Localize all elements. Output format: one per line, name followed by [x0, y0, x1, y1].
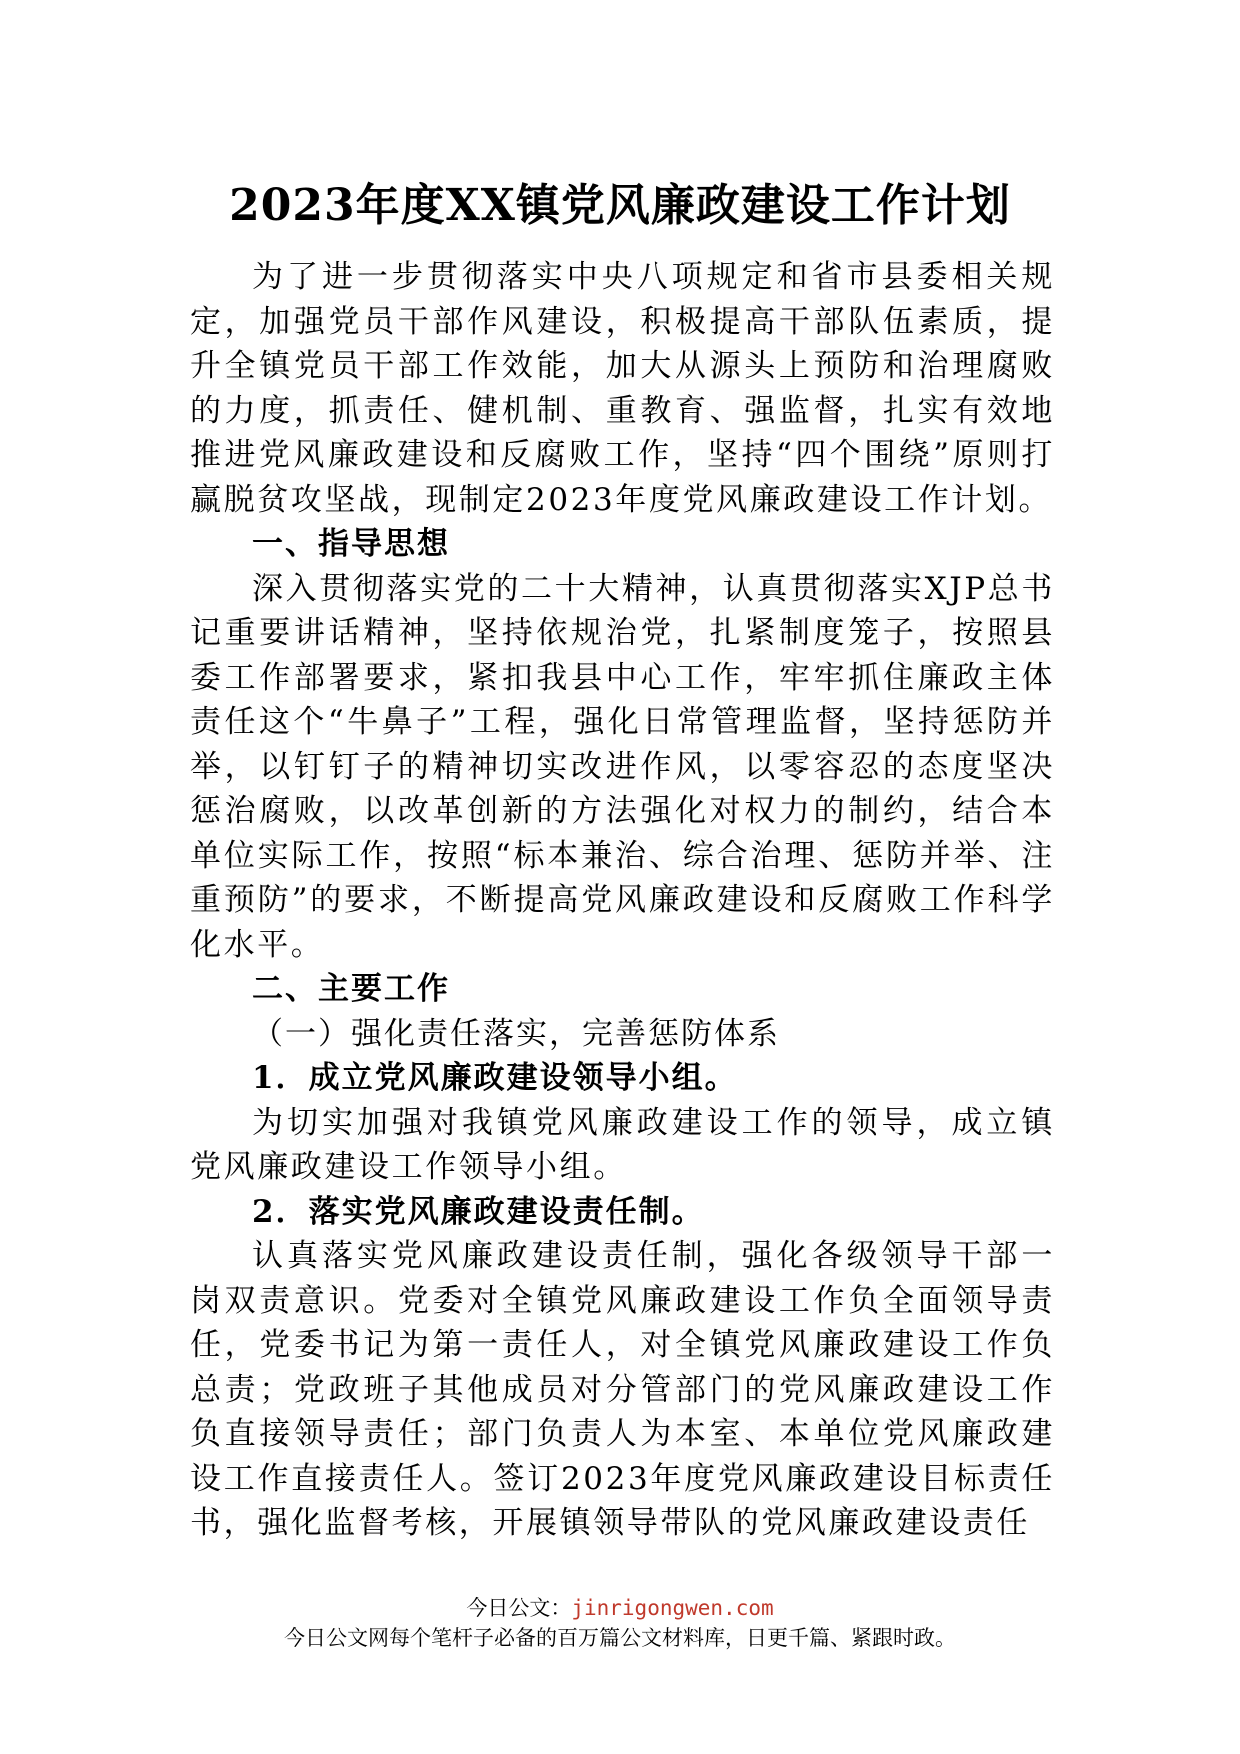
document-title: 2023年度XX镇党风廉政建设工作计划 [229, 180, 1011, 231]
document-body [190, 255, 1055, 1546]
section-heading-main-work: 二、主要工作 [252, 971, 450, 1007]
footer-source [0, 1592, 1240, 1622]
item-text-leading-group: 为切实加强对我镇党风廉政建设工作的领导，成立镇党风廉政建设工作领导小组。 [190, 1104, 1055, 1185]
section-heading-guiding-thought: 一、指导思想 [252, 526, 450, 562]
footer-slogan: 今日公文网每个笔杆子必备的百万篇公文材料库，日更千篇、紧跟时政。 [284, 1626, 956, 1650]
footer-source-label: 今日公文： [466, 1596, 572, 1620]
intro-paragraph: 为了进一步贯彻落实中央八项规定和省市县委相关规定，加强党员干部作风建设，积极提高干部队伍素质，提升全镇党员干部工作效能，加大从源头上预防和治理腐败的力度，抓责任、健机制、重教育、强监督，扎实有效地推进党风廉政建设和反腐败工作，坚持“四个围绕”原则打赢脱贫攻坚战，现制定2023年度党风廉政建设工作计划。 [190, 259, 1055, 518]
subsection-heading-responsibility: （一）强化责任落实，完善惩防体系 [252, 1015, 780, 1052]
item-text-responsibility-system: 认真落实党风廉政建设责任制，强化各级领导干部一岗双责意识。党委对全镇党风廉政建设工作负全面领导责任，党委书记为第一责任人，对全镇党风廉政建设工作负总责；党政班子其他成员对分管部门的党风廉政建设工作负直接领导责任；部门负责人为本室、本单位党风廉政建设工作直接责任人。签订2023年度党风廉政建设目标责任书，强化监督考核，开展镇领导带队的党风廉政建设责任 [190, 1238, 1055, 1541]
guiding-thought-paragraph: 深入贯彻落实党的二十大精神，认真贯彻落实XJP总书记重要讲话精神，坚持依规治党，扎紧制度笼子，按照县委工作部署要求，紧扣我县中心工作，牢牢抓住廉政主体责任这个“牛鼻子”工程，强化日常管理监督，坚持惩防并举，以钉钉子的精神切实改进作风，以零容忍的态度坚决惩治腐败，以改革创新的方法强化对权力的制约，结合本单位实际工作，按照“标本兼治、综合治理、惩防并举、注重预防”的要求，不断提高党风廉政建设和反腐败工作科学化水平。 [190, 570, 1055, 963]
item-title-leading-group: 1．成立党风廉政建设领导小组。 [252, 1060, 738, 1096]
footer-source-url[interactable]: jinrigongwen.com [571, 1596, 774, 1620]
item-title-responsibility-system: 2．落实党风廉政建设责任制。 [252, 1193, 705, 1230]
